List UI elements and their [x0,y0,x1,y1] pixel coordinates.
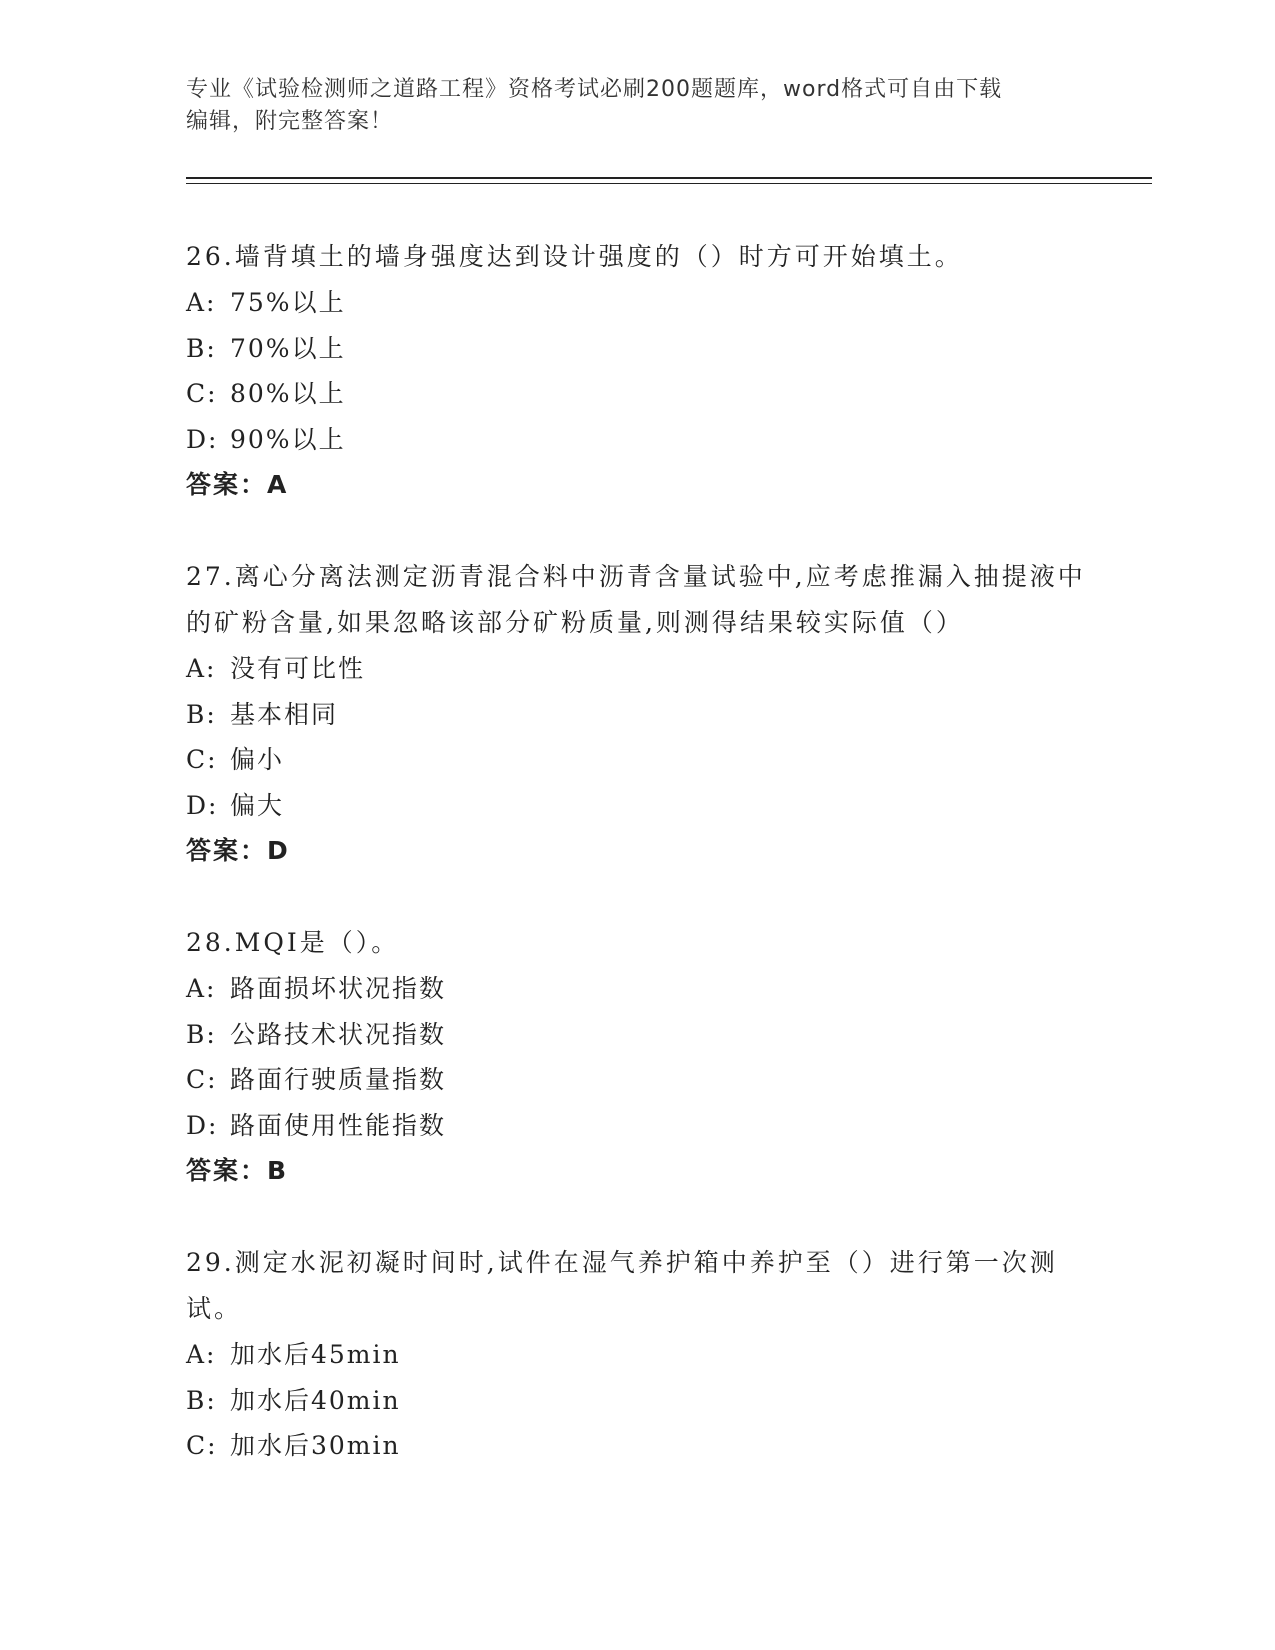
document-header [186,74,1066,138]
answer-option [186,737,1086,783]
option-key: D: [186,424,219,454]
answer-option [186,646,1086,692]
option-key: B: [186,333,217,363]
option-text: 路面行驶质量指数 [230,1065,447,1094]
header-line-1: 专业《试验检测师之道路工程》资格考试必刷200题题库，word格式可自由下载 [186,77,1003,102]
answer-option [186,1332,1086,1378]
question-block [186,554,1086,874]
answer-option [186,1103,1086,1149]
option-text: 70%以上 [230,333,346,363]
answer-option [186,1057,1086,1103]
option-key: D: [186,1110,219,1140]
option-key: A: [186,654,217,683]
option-text: 加水后30min [230,1431,401,1460]
question-block [186,1240,1086,1469]
option-text: 90%以上 [230,424,346,454]
option-key: C: [186,379,218,408]
option-key: C: [186,1065,218,1094]
option-text: 80%以上 [230,379,346,408]
option-key: A: [186,288,217,317]
answer-option [186,371,1086,417]
option-key: D: [186,790,219,820]
answer-option [186,1012,1086,1058]
question-stem: 29.测定水泥初凝时间时,试件在湿气养护箱中养护至（）进行第一次测试。 [186,1248,1058,1323]
answer-line: 答案：A [186,470,289,499]
option-text: 没有可比性 [230,654,366,683]
answer-option [186,1378,1086,1424]
answer-option [186,1423,1086,1469]
answer-option [186,280,1086,326]
answer-option [186,966,1086,1012]
option-key: B: [186,1019,217,1049]
answer-option [186,417,1086,463]
option-key: C: [186,1431,218,1460]
header-line-2: 编辑，附完整答案！ [186,109,394,134]
option-text: 偏大 [230,790,285,820]
answer-line: 答案：D [186,836,290,865]
header-rule-thin [186,183,1152,184]
option-text: 75%以上 [230,288,346,317]
answer-option [186,692,1086,738]
option-text: 偏小 [230,745,285,774]
option-key: A: [186,974,217,1003]
option-text: 公路技术状况指数 [230,1019,447,1049]
option-key: B: [186,1385,217,1415]
option-key: A: [186,1340,217,1369]
answer-line: 答案：B [186,1156,289,1185]
question-list [186,234,1086,1515]
option-text: 路面使用性能指数 [230,1110,447,1140]
question-stem: 27.离心分离法测定沥青混合料中沥青含量试验中,应考虑推漏入抽提液中的矿粉含量,如果忽略该部分矿粉质量,则测得结果较实际值（） [186,562,1086,637]
option-text: 加水后40min [230,1385,401,1415]
option-text: 路面损坏状况指数 [230,974,447,1003]
question-stem: 28.MQI是（）。 [186,928,400,957]
option-key: B: [186,699,217,729]
header-rule-thick [186,177,1152,179]
question-block [186,920,1086,1194]
answer-option [186,326,1086,372]
option-key: C: [186,745,218,774]
question-stem: 26.墙背填土的墙身强度达到设计强度的（）时方可开始填土。 [186,242,963,271]
option-text: 基本相同 [230,699,339,729]
answer-option [186,783,1086,829]
question-block [186,234,1086,508]
option-text: 加水后45min [230,1340,401,1369]
